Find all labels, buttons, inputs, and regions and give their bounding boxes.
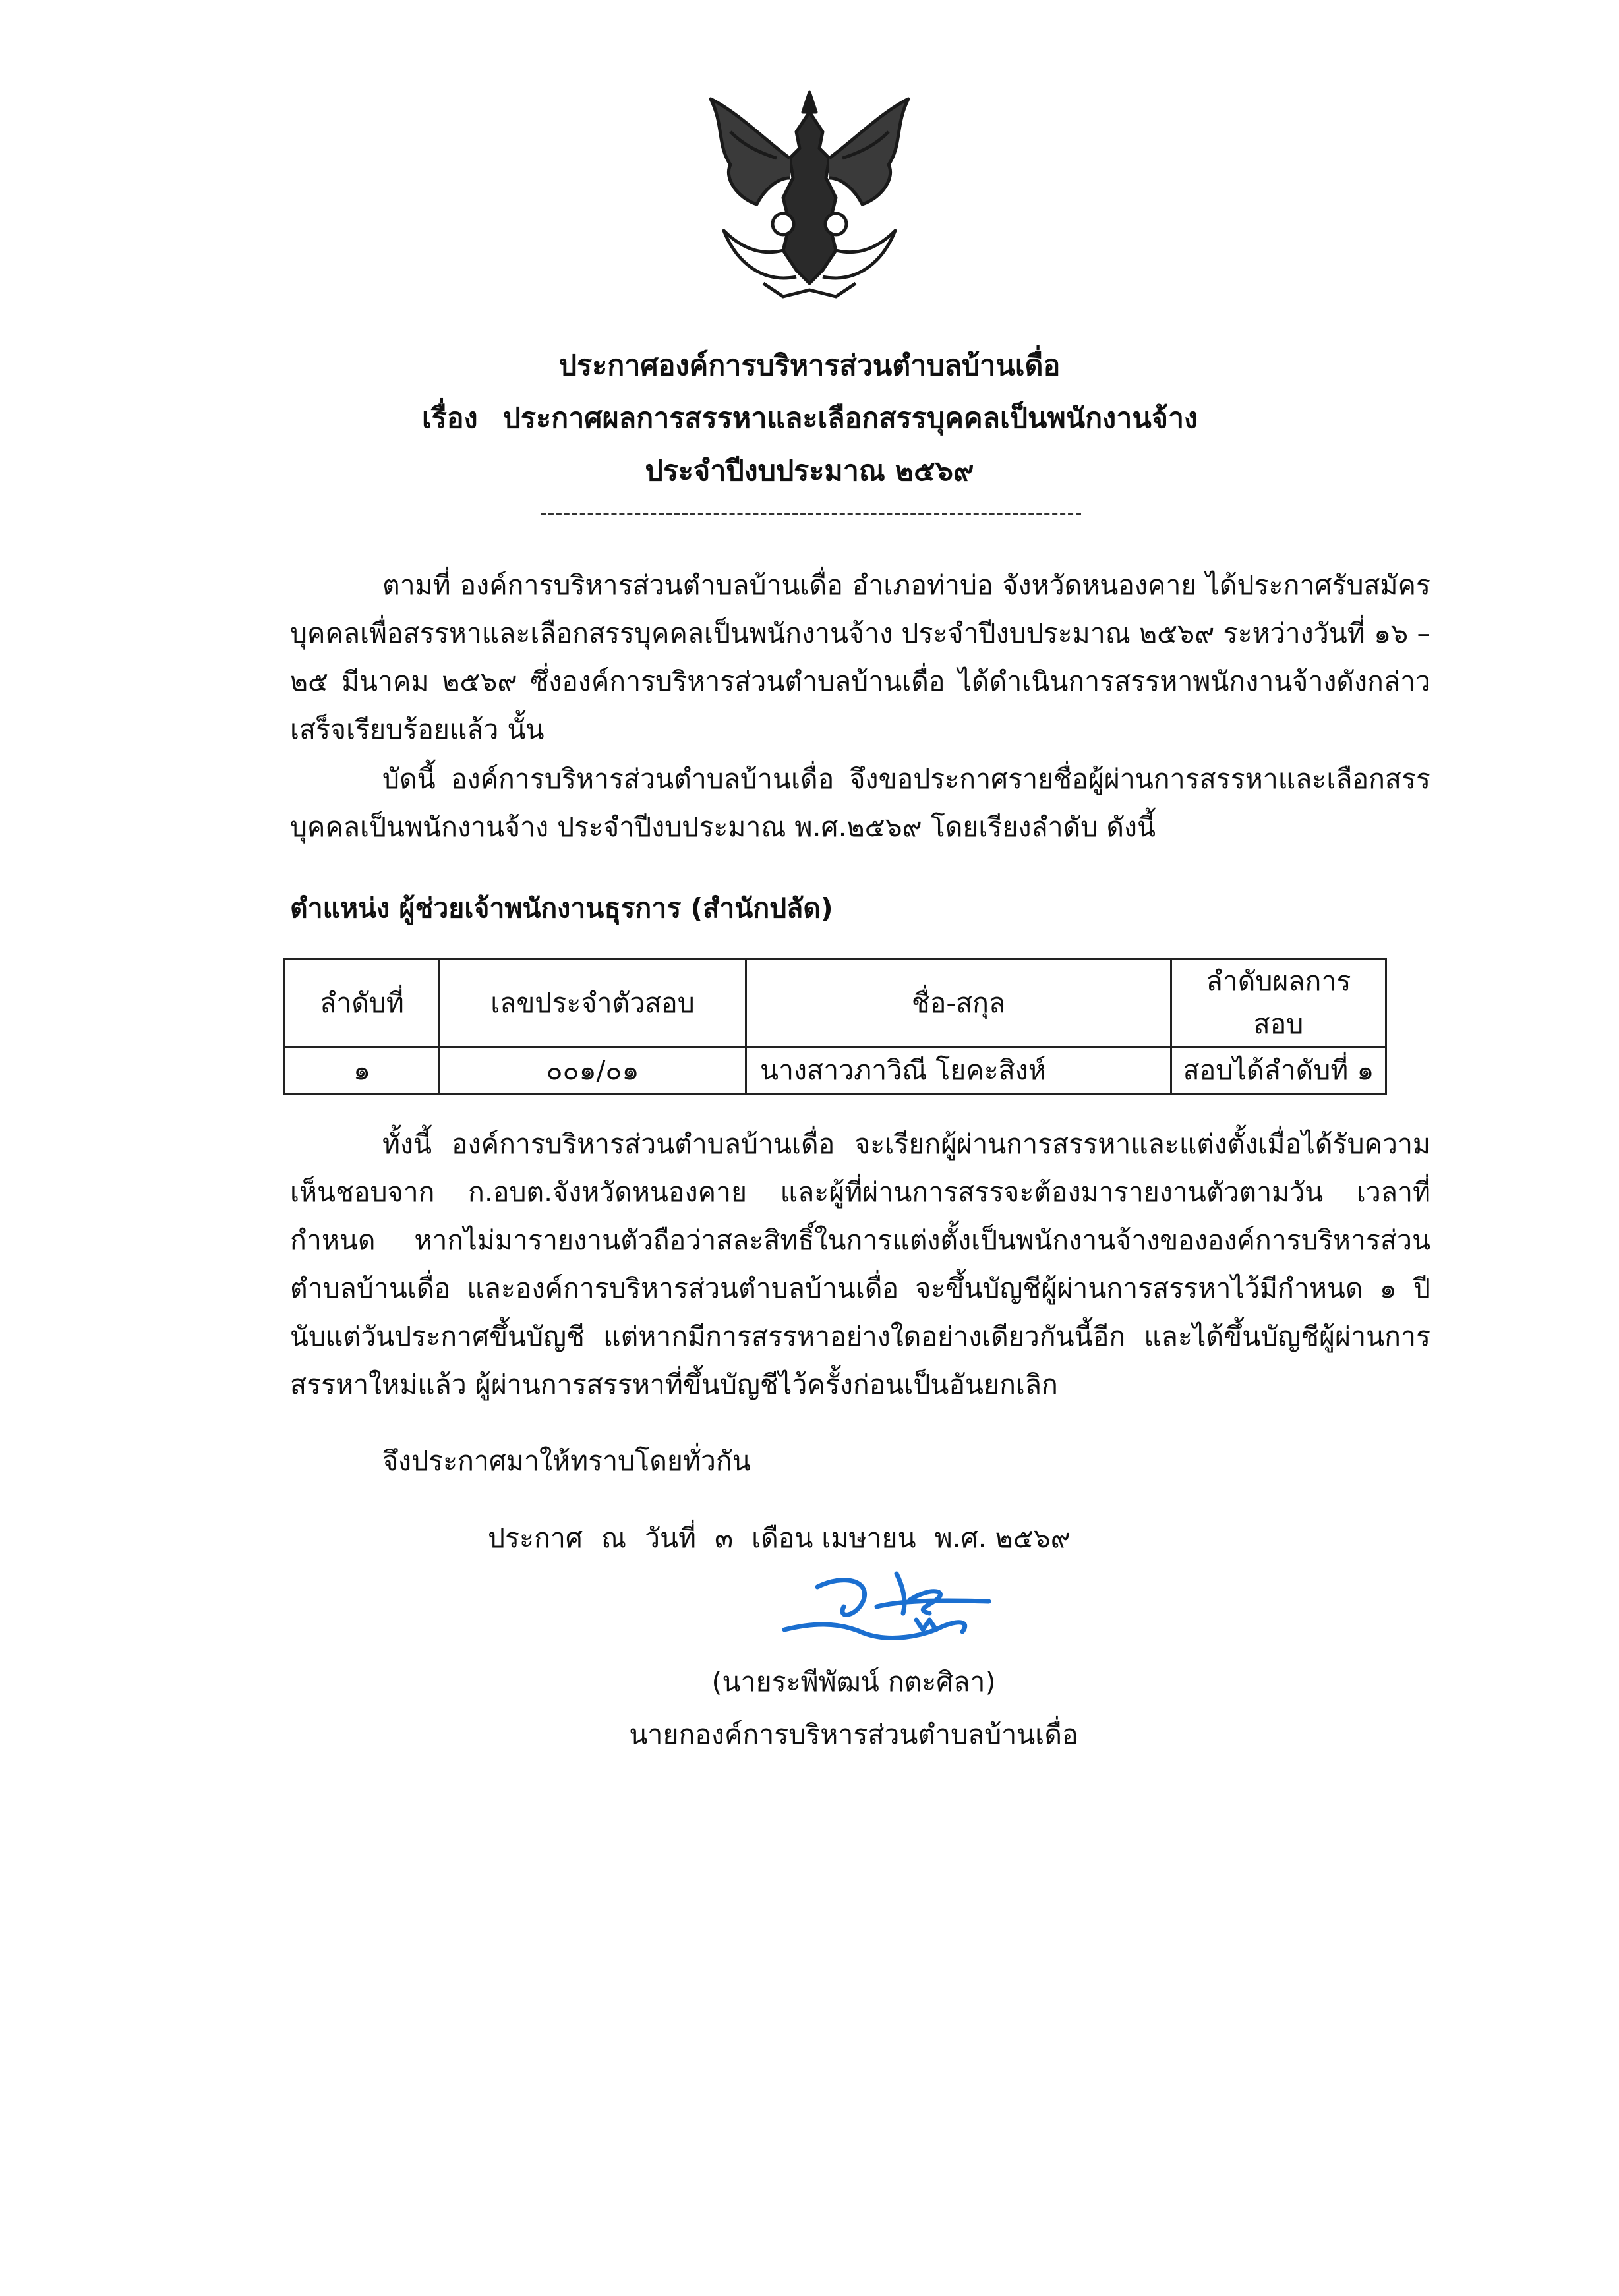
col-header-exam-id: เลขประจำตัวสอบ <box>440 960 746 1047</box>
paragraph-conditions: ทั้งนี้ องค์การบริหารส่วนตำบลบ้านเดื่อ จะเรียกผู้ผ่านการสรรหาและแต่งตั้งเมื่อได้รับความเห็นชอบจาก ก.อบต.จังหวัดหนองคาย และผู้ที่ผ่านการสรรจะต้องมารายงานตัวตามวัน เวลาที่กำหนด หากไม่มารายงานตัวถือว่าสละสิทธิ์ในการแต่งตั้งเป็นพนักงานจ้างขององค์การบริหารส่วนตำบลบ้านเดื่อ และองค์การบริหารส่วนตำบลบ้านเดื่อ จะขึ้นบัญชีผู้ผ่านการสรรหาไว้มีกำหนด ๑ ปี นับแต่วันประกาศขึ้นบัญชี แต่หากมีการสรรหาอย่างใดอย่างเดียวกันนี้อีก และได้ขึ้นบัญชีผู้ผ่านการสรรหาใหม่แล้ว ผู้ผ่านการสรรหาที่ขึ้นบัญชีไว้ครั้งก่อนเป็นอันยกเลิก <box>290 1128 1430 1400</box>
position-heading: ตำแหน่ง ผู้ช่วยเจ้าพนักงานธุรการ (สำนักปลัด) <box>290 892 833 924</box>
paragraph-intro: ตามที่ องค์การบริหารส่วนตำบลบ้านเดื่อ อำเภอท่าบ่อ จังหวัดหนองคาย ได้ประกาศรับสมัครบุคคลเพื่อสรรหาและเลือกสรรบุคคลเป็นพนักงานจ้าง ประจำปีงบประมาณ ๒๕๖๙ ระหว่างวันที่ ๑๖ –๒๕ มีนาคม ๒๕๖๙ ซึ่งองค์การบริหารส่วนตำบลบ้านเดื่อ ได้ดำเนินการสรรหาพนักงานจ้างดังกล่าวเสร็จเรียบร้อยแล้ว นั้น <box>290 569 1430 745</box>
table-row <box>285 1047 1386 1094</box>
cell-exam-id: ๐๐๑/๐๑ <box>440 1047 746 1094</box>
date-word-announce: ประกาศ <box>488 1522 583 1554</box>
subject-text: ประกาศผลการสรรหาและเลือกสรรบุคคลเป็นพนักงานจ้าง <box>502 402 1198 435</box>
date-word-day: วันที่ <box>645 1522 697 1554</box>
signatory-position: นายกองค์การบริหารส่วนตำบลบ้านเดื่อ <box>629 1719 1078 1750</box>
cell-rank: สอบได้ลำดับที่ ๑ <box>1171 1047 1386 1094</box>
announcement-title: ประกาศองค์การบริหารส่วนตำบลบ้านเดื่อ <box>558 349 1061 382</box>
date-month: เดือน เมษายน <box>751 1522 916 1554</box>
date-day-number: ๓ <box>715 1522 734 1554</box>
fiscal-year-line: ประจำปีงบประมาณ ๒๕๖๙ <box>645 455 974 488</box>
col-header-name: ชื่อ-สกุล <box>746 960 1171 1047</box>
results-table <box>283 958 1387 1095</box>
cell-order: ๑ <box>285 1047 440 1094</box>
cell-name: นางสาวภาวิณี โยคะสิงห์ <box>746 1047 1171 1094</box>
date-word-at: ณ <box>601 1522 626 1554</box>
col-header-rank: ลำดับผลการสอบ <box>1171 960 1386 1047</box>
table-header-row <box>285 960 1386 1047</box>
date-line <box>488 1517 1089 1560</box>
signatory-name: (นายระพีพัฒน์ กตะศิลา) <box>711 1666 996 1698</box>
paragraph-announce: บัดนี้ องค์การบริหารส่วนตำบลบ้านเดื่อ จึงขอประกาศรายชื่อผู้ผ่านการสรรหาและเลือกสรรบุคคลเป็นพนักงานจ้าง ประจำปีงบประมาณ พ.ศ.๒๕๖๙ โดยเรียงลำดับ ดังนี้ <box>290 763 1430 843</box>
col-header-order: ลำดับที่ <box>285 960 440 1047</box>
signature-mark <box>771 1561 1022 1653</box>
subject-line <box>422 395 1198 440</box>
date-year: พ.ศ. ๒๕๖๙ <box>934 1522 1071 1554</box>
dashed-divider <box>541 513 1081 515</box>
closing-line: จึงประกาศมาให้ทราบโดยทั่วกัน <box>382 1445 751 1477</box>
garuda-emblem-icon <box>684 86 935 303</box>
subject-label: เรื่อง <box>422 402 478 435</box>
